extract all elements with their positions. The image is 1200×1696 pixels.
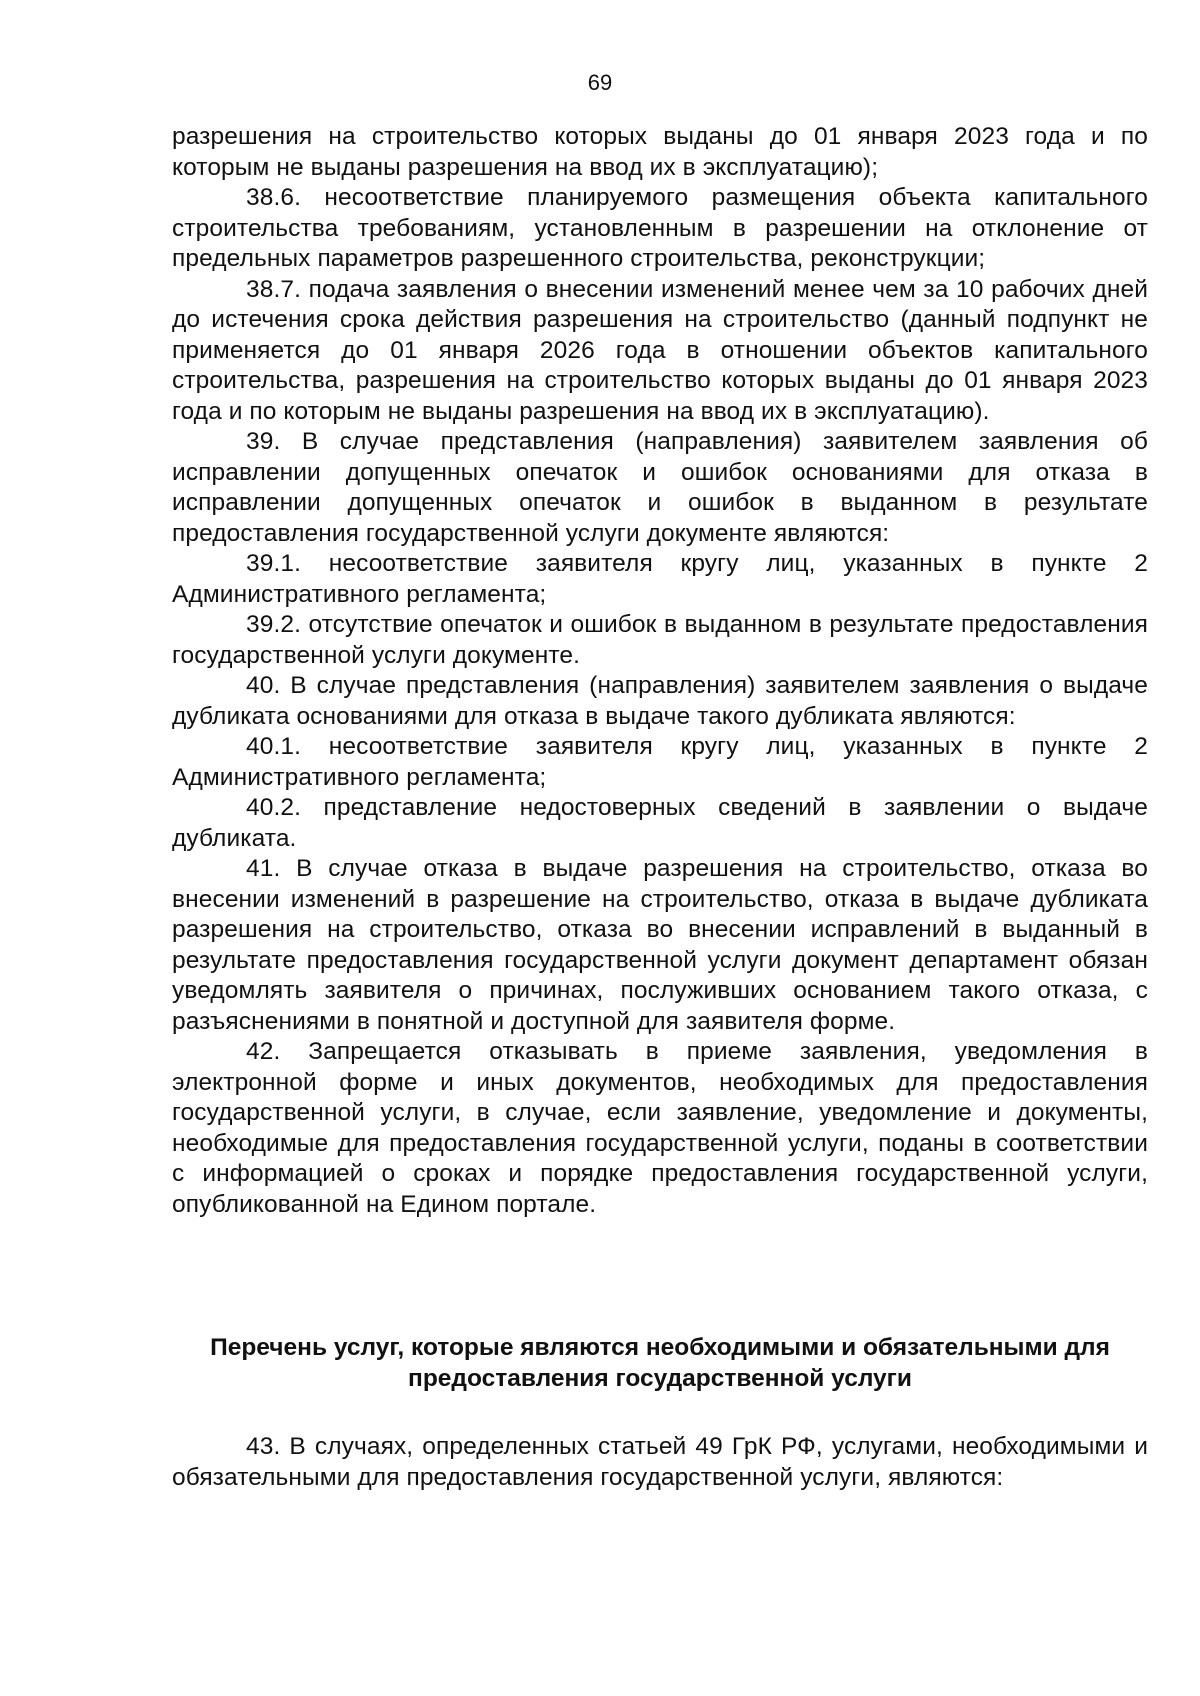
paragraph-40-1: 40.1. несоответствие заявителя кругу лиц, указанных в пункте 2 Административного регламента; bbox=[172, 733, 1148, 791]
paragraph-40: 40. В случае представления (направления) заявителем заявления о выдаче дубликата основаниями для отказа в выдаче такого дубликата являются: bbox=[172, 672, 1148, 730]
paragraph-43: 43. В случаях, определенных статьей 49 ГрК РФ, услугами, необходимыми и обязательными для предоставления государственной услуги, являются: bbox=[172, 1433, 1148, 1491]
paragraph-continuation: разрешения на строительство которых выданы до 01 января 2023 года и по которым не выданы разрешения на ввод их в эксплуатацию); bbox=[172, 123, 1148, 181]
section-heading: Перечень услуг, которые являются необходимыми и обязательными для предоставления государственной услуги bbox=[210, 1334, 1110, 1392]
paragraph-42: 42. Запрещается отказывать в приеме заявления, уведомления в электронной форме и иных документов, необходимых для предоставления государственной услуги, в случае, если заявление, уведомление и документы, необходимые для предоставления государственной услуги, поданы в соответствии с информацией о сроках и порядке предоставления государственной услуги, опубликованной на Едином портале. bbox=[172, 1038, 1148, 1218]
paragraph-38-6: 38.6. несоответствие планируемого размещения объекта капитального строительства требованиям, установленным в разрешении на отклонение от предельных параметров разрешенного строительства, реконструкции; bbox=[172, 184, 1148, 272]
page-number: 69 bbox=[587, 70, 613, 95]
body-text bbox=[172, 122, 1148, 1220]
tail-text bbox=[172, 1432, 1148, 1493]
paragraph-39-2: 39.2. отсутствие опечаток и ошибок в выданном в результате предоставления государственной услуги документе. bbox=[172, 611, 1148, 669]
paragraph-40-2: 40.2. представление недостоверных сведений в заявлении о выдаче дубликата. bbox=[172, 794, 1148, 852]
paragraph-41: 41. В случае отказа в выдаче разрешения на строительство, отказа во внесении изменений в разрешение на строительство, отказа в выдаче дубликата разрешения на строительство, отказа во внесении исправлений в выданный в результате предоставления государственной услуги документ департамент обязан уведомлять заявителя о причинах, послуживших основанием такого отказа, с разъяснениями в понятной и доступной для заявителя форме. bbox=[172, 855, 1148, 1035]
paragraph-39: 39. В случае представления (направления) заявителем заявления об исправлении допущенных опечаток и ошибок основаниями для отказа в исправлении допущенных опечаток и ошибок в выданном в результате предоставления государственной услуги документе являются: bbox=[172, 428, 1148, 547]
paragraph-38-7: 38.7. подача заявления о внесении изменений менее чем за 10 рабочих дней до истечения срока действия разрешения на строительство (данный подпункт не применяется до 01 января 2026 года в отношении объектов капитального строительства, разрешения на строительство которых выданы до 01 января 2023 года и по которым не выданы разрешения на ввод их в эксплуатацию). bbox=[172, 275, 1148, 425]
paragraph-39-1: 39.1. несоответствие заявителя кругу лиц, указанных в пункте 2 Административного регламента; bbox=[172, 550, 1148, 608]
